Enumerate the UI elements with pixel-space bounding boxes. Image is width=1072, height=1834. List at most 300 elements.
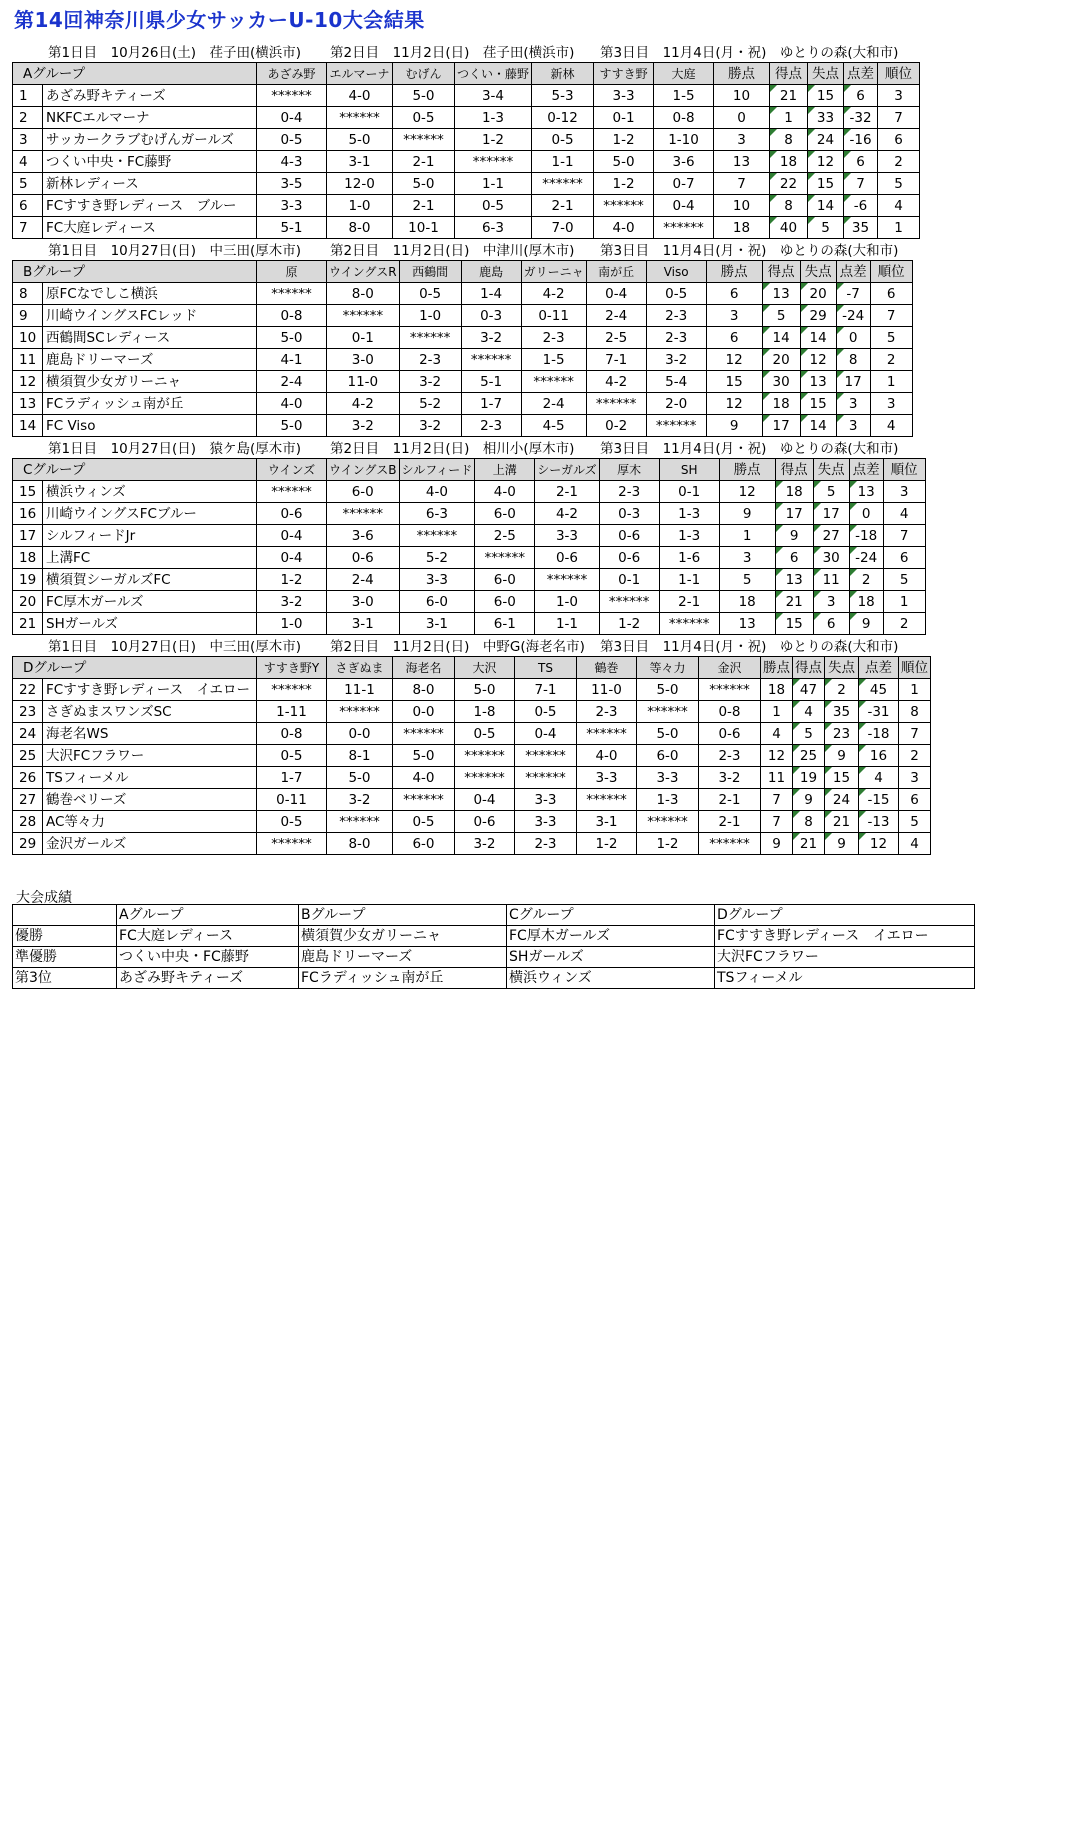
group-header-row [13,261,949,283]
opponent-header: さぎぬま [327,657,393,679]
match-result: 2-1 [393,195,455,217]
match-result: 2-3 [521,327,586,349]
match-result: 2-4 [521,393,586,415]
match-result: ****** [535,569,599,591]
match-result: 2-4 [327,569,400,591]
team-stat: 18 [719,591,775,613]
team-stat: 3 [836,415,870,437]
match-result: 0-5 [393,811,455,833]
match-result: 0-1 [659,481,719,503]
team-stat: 14 [762,327,800,349]
team-stat: 8 [770,129,808,151]
team-number: 25 [13,745,43,767]
team-stat: 1 [870,371,912,393]
team-number: 18 [13,547,43,569]
match-result: 0-12 [532,107,594,129]
match-result: ****** [521,371,586,393]
match-result: ****** [699,833,761,855]
match-result: 6-0 [399,591,475,613]
match-result: 2-3 [599,481,659,503]
team-number: 12 [13,371,43,393]
stat-header: 失点 [825,657,859,679]
match-result: ****** [399,525,475,547]
match-result: 0-2 [586,415,646,437]
team-stat: 23 [825,723,859,745]
table-row [13,107,956,129]
team-stat: 1 [883,591,925,613]
team-stat: 2 [878,151,920,173]
match-result: ****** [577,789,637,811]
match-result: 2-3 [515,833,577,855]
schedule-day-2: 第2日目 11月2日(日) 中津川(厚木市) [330,243,575,259]
match-result: 1-0 [327,195,393,217]
team-stat: 18 [761,679,793,701]
team-stat: 24 [808,129,844,151]
opponent-header: 西鶴間 [399,261,461,283]
match-result: 3-6 [654,151,714,173]
table-row [13,151,956,173]
team-stat: 8 [836,349,870,371]
team-stat: 0 [836,327,870,349]
stat-header: 点差 [844,63,878,85]
match-result: 4-2 [535,503,599,525]
results-header-cell: Cグループ [507,905,715,926]
match-result: 1-10 [654,129,714,151]
opponent-header: 新林 [532,63,594,85]
team-stat: 5 [813,481,849,503]
match-result: 1-5 [521,349,586,371]
team-name: 金沢ガールズ [43,833,257,855]
match-result: 3-2 [455,833,515,855]
team-stat: 11 [761,767,793,789]
match-result: ****** [475,547,535,569]
team-name: 新林レディース [43,173,257,195]
team-stat: 3 [714,129,770,151]
results-row [13,926,975,947]
group-name: Aグループ [13,63,257,85]
match-result: ****** [577,723,637,745]
match-result: 2-1 [393,151,455,173]
match-result: 4-0 [393,767,455,789]
team-stat: 3 [836,393,870,415]
stat-header: 失点 [800,261,836,283]
team-number: 26 [13,767,43,789]
team-stat: 7 [878,107,920,129]
team-stat: 6 [813,613,849,635]
team-stat: 12 [808,151,844,173]
team-number: 17 [13,525,43,547]
match-result: 3-6 [327,525,400,547]
match-result: 7-1 [586,349,646,371]
stat-header: 勝点 [761,657,793,679]
team-stat: 30 [813,547,849,569]
team-stat: 5 [808,217,844,239]
team-stat: 18 [775,481,813,503]
team-stat: 6 [844,151,878,173]
team-name: FCラディッシュ南が丘 [43,393,257,415]
match-result: 7-1 [515,679,577,701]
match-result: 3-1 [399,613,475,635]
table-row [13,789,931,811]
table-row [13,767,931,789]
match-result: 1-1 [535,613,599,635]
opponent-header: シーガルズ [535,459,599,481]
team-stat: 12 [706,393,762,415]
team-stat: 11 [813,569,849,591]
match-result: 0-11 [257,789,327,811]
match-result: 0-11 [521,305,586,327]
group-table-3 [12,458,962,635]
match-result: 8-0 [393,679,455,701]
table-row [13,393,949,415]
team-number: 21 [13,613,43,635]
team-name: 鶴巻ベリーズ [43,789,257,811]
match-result: ****** [659,613,719,635]
match-result: 5-0 [637,679,699,701]
opponent-header: TS [515,657,577,679]
group-header-row [13,459,962,481]
stat-header: 点差 [849,459,883,481]
match-result: 0-1 [599,569,659,591]
team-stat: -7 [836,283,870,305]
team-number: 10 [13,327,43,349]
team-name: SHガールズ [43,613,257,635]
match-result: 0-5 [455,723,515,745]
match-result: 0-6 [535,547,599,569]
match-result: 3-3 [399,569,475,591]
team-stat: 4 [899,833,931,855]
match-result: 8-0 [327,283,400,305]
team-name: シルフィードJr [43,525,257,547]
team-stat: 6 [878,129,920,151]
opponent-header: 鹿島 [461,261,521,283]
team-stat: -18 [849,525,883,547]
team-number: 4 [13,151,43,173]
stat-header: 順位 [878,63,920,85]
match-result: 1-0 [535,591,599,613]
team-stat: 4 [793,701,825,723]
team-name: 横浜ウィンズ [43,481,257,503]
match-result: ****** [586,393,646,415]
team-stat: 0 [849,503,883,525]
schedule-day-1: 第1日目 10月27日(日) 中三田(厚木市) [48,639,302,655]
match-result: 1-3 [659,503,719,525]
match-result: 3-2 [461,327,521,349]
team-stat: 14 [808,195,844,217]
placement-team: 大沢FCフラワー [715,947,975,968]
team-stat: 12 [706,349,762,371]
opponent-header: SH [659,459,719,481]
match-result: 4-2 [586,371,646,393]
match-result: 3-2 [327,789,393,811]
match-result: 2-3 [577,701,637,723]
match-result: 5-2 [399,547,475,569]
team-number: 13 [13,393,43,415]
team-stat: 21 [793,833,825,855]
match-result: 0-5 [532,129,594,151]
team-stat: 7 [899,723,931,745]
match-result: ****** [654,217,714,239]
match-result: 3-2 [257,591,327,613]
team-stat: 9 [761,833,793,855]
team-stat: -6 [844,195,878,217]
match-result: 5-0 [455,679,515,701]
match-result: 4-0 [327,85,393,107]
team-name: 西鶴間SCレディース [43,327,257,349]
team-stat: 3 [706,305,762,327]
schedule-day-3: 第3日目 11月4日(月・祝) ゆとりの森(大和市) [600,243,899,259]
table-row [13,811,931,833]
team-stat: 5 [762,305,800,327]
team-stat: 24 [825,789,859,811]
match-result: 5-0 [257,415,327,437]
match-result: 1-3 [659,525,719,547]
match-result: 5-0 [257,327,327,349]
team-name: サッカークラブむげんガールズ [43,129,257,151]
match-result: 1-1 [455,173,532,195]
opponent-header: 金沢 [699,657,761,679]
team-stat: 40 [770,217,808,239]
match-result: 3-2 [399,415,461,437]
team-name: さぎぬまスワンズSC [43,701,257,723]
match-result: ****** [393,789,455,811]
table-row [13,723,931,745]
team-number: 28 [13,811,43,833]
table-row [13,569,962,591]
team-stat: 5 [793,723,825,745]
match-result: 0-5 [515,701,577,723]
match-result: 0-6 [699,723,761,745]
match-result: 3-3 [577,767,637,789]
match-result: 2-3 [699,745,761,767]
match-result: 3-3 [515,789,577,811]
placement-team: つくい中央・FC藤野 [117,947,299,968]
opponent-header: すすき野 [594,63,654,85]
match-result: 1-11 [257,701,327,723]
team-stat: 7 [883,525,925,547]
team-stat: 8 [770,195,808,217]
group-name: Dグループ [13,657,257,679]
match-result: 0-0 [393,701,455,723]
team-stat: 17 [762,415,800,437]
team-stat: 0 [714,107,770,129]
team-stat: 9 [719,503,775,525]
schedule-day-3: 第3日目 11月4日(月・祝) ゆとりの森(大和市) [600,441,899,457]
team-stat: 27 [813,525,849,547]
team-stat: 6 [775,547,813,569]
match-result: 0-5 [393,107,455,129]
match-result: 6-0 [475,569,535,591]
team-stat: 20 [762,349,800,371]
match-result: 5-0 [594,151,654,173]
match-result: 8-1 [327,745,393,767]
match-result: 0-5 [399,283,461,305]
team-stat: 6 [899,789,931,811]
table-row [13,327,949,349]
team-stat: 6 [883,547,925,569]
match-result: 1-7 [257,767,327,789]
team-stat: 19 [793,767,825,789]
opponent-header: 厚木 [599,459,659,481]
match-result: 2-4 [257,371,327,393]
match-result: 1-2 [577,833,637,855]
match-result: 6-0 [637,745,699,767]
match-result: 0-6 [599,547,659,569]
results-header-cell: Bグループ [299,905,507,926]
match-result: ****** [637,701,699,723]
team-stat: -32 [844,107,878,129]
match-result: ****** [455,151,532,173]
team-stat: 5 [878,173,920,195]
match-result: 7-0 [532,217,594,239]
team-stat: 13 [775,569,813,591]
match-result: 5-4 [646,371,706,393]
team-stat: 13 [714,151,770,173]
team-stat: 7 [761,789,793,811]
placement-team: FC厚木ガールズ [507,926,715,947]
results-header-row [13,905,975,926]
team-stat: 10 [714,195,770,217]
stat-header: 勝点 [714,63,770,85]
match-result: 2-3 [461,415,521,437]
placement-team: FCすすき野レディース イエロー [715,926,975,947]
team-stat: 9 [825,745,859,767]
team-stat: 33 [808,107,844,129]
team-stat: 5 [899,811,931,833]
match-result: ****** [257,283,327,305]
team-stat: 5 [870,327,912,349]
match-result: 6-0 [327,481,400,503]
team-stat: 1 [878,217,920,239]
match-result: 6-0 [393,833,455,855]
match-result: 0-8 [699,701,761,723]
team-stat: 21 [775,591,813,613]
team-name: 横須賀少女ガリーニャ [43,371,257,393]
team-stat: 13 [849,481,883,503]
match-result: 2-1 [659,591,719,613]
match-result: 1-4 [461,283,521,305]
schedule-day-3: 第3日目 11月4日(月・祝) ゆとりの森(大和市) [600,639,899,655]
team-stat: -18 [859,723,899,745]
team-name: FC厚木ガールズ [43,591,257,613]
team-number: 5 [13,173,43,195]
match-result: 6-0 [475,503,535,525]
match-result: 0-3 [599,503,659,525]
match-result: ****** [327,107,393,129]
match-result: ****** [599,591,659,613]
match-result: 1-6 [659,547,719,569]
team-stat: 2 [899,745,931,767]
placement-team: 鹿島ドリーマーズ [299,947,507,968]
match-result: 4-3 [257,151,327,173]
team-stat: 8 [899,701,931,723]
table-row [13,525,962,547]
match-result: 3-2 [699,767,761,789]
match-result: 3-3 [515,811,577,833]
match-result: 0-6 [599,525,659,547]
team-stat: 10 [714,85,770,107]
match-result: 4-0 [399,481,475,503]
team-number: 27 [13,789,43,811]
match-result: 5-0 [327,129,393,151]
match-result: ****** [393,723,455,745]
team-number: 15 [13,481,43,503]
match-result: 0-8 [654,107,714,129]
team-stat: -13 [859,811,899,833]
match-result: 1-2 [599,613,659,635]
opponent-header: 鶴巻 [577,657,637,679]
team-stat: 14 [800,327,836,349]
team-stat: 7 [870,305,912,327]
team-stat: 7 [714,173,770,195]
table-row [13,195,956,217]
match-result: ****** [257,85,327,107]
match-result: ****** [455,745,515,767]
team-name: 原FCなでしこ横浜 [43,283,257,305]
match-result: 2-3 [646,327,706,349]
team-stat: 30 [762,371,800,393]
team-name: 大沢FCフラワー [43,745,257,767]
placement-label: 優勝 [13,926,117,947]
match-result: 0-4 [586,283,646,305]
group-name: Bグループ [13,261,257,283]
team-stat: 25 [793,745,825,767]
match-result: 3-0 [327,349,400,371]
table-row [13,415,949,437]
team-stat: 15 [800,393,836,415]
team-stat: 14 [800,415,836,437]
team-stat: 15 [706,371,762,393]
placement-label: 準優勝 [13,947,117,968]
opponent-header: すすき野Y [257,657,327,679]
team-number: 9 [13,305,43,327]
team-name: AC等々力 [43,811,257,833]
match-result: 1-5 [654,85,714,107]
schedule-day-3: 第3日目 11月4日(月・祝) ゆとりの森(大和市) [600,45,899,61]
group-table-4 [12,656,931,855]
team-stat: 35 [825,701,859,723]
match-result: ****** [515,745,577,767]
opponent-header: ウイングスB [327,459,400,481]
team-stat: 7 [844,173,878,195]
team-stat: 18 [762,393,800,415]
team-stat: 1 [770,107,808,129]
match-result: 3-0 [327,591,400,613]
stat-header: 点差 [836,261,870,283]
match-result: 0-5 [257,811,327,833]
team-stat: 18 [714,217,770,239]
stat-header: 順位 [899,657,931,679]
team-stat: 5 [719,569,775,591]
match-result: 2-1 [532,195,594,217]
match-result: 8-0 [327,217,393,239]
opponent-header: 等々力 [637,657,699,679]
match-result: 0-1 [327,327,400,349]
placement-team: FCラディッシュ南が丘 [299,968,507,989]
table-row [13,547,962,569]
team-stat: 4 [859,767,899,789]
team-number: 8 [13,283,43,305]
opponent-header: シルフィード [399,459,475,481]
team-name: FC Viso [43,415,257,437]
match-result: 0-8 [257,305,327,327]
team-number: 11 [13,349,43,371]
opponent-header: エルマーナ [327,63,393,85]
team-stat: 2 [870,349,912,371]
group-header-row [13,63,956,85]
stat-header: 失点 [813,459,849,481]
group-name: Cグループ [13,459,257,481]
